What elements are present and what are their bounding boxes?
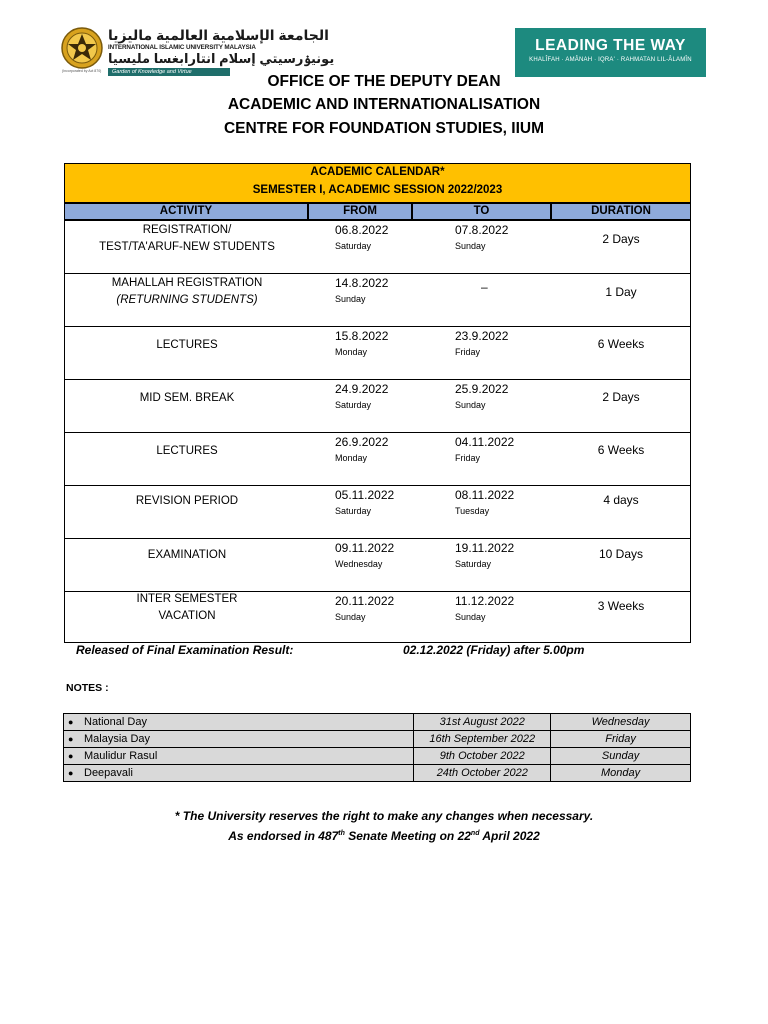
activity-label-line2: (RETURNING STUDENTS) xyxy=(116,294,258,306)
ordinal-suffix: th xyxy=(338,830,345,837)
table-row xyxy=(65,274,690,327)
from-date: 06.8.2022 xyxy=(335,223,389,237)
table-row xyxy=(65,221,690,274)
to-date: 07.8.2022 xyxy=(455,223,509,237)
holiday-name-cell xyxy=(64,731,414,748)
holiday-date: 16th September 2022 xyxy=(414,731,551,748)
to-day: Friday xyxy=(455,453,481,463)
calendar-semester: SEMESTER I, ACADEMIC SESSION 2022/2023 xyxy=(252,184,503,196)
activity-label: MID SEM. BREAK xyxy=(139,392,235,404)
to-date: 25.9.2022 xyxy=(455,382,509,396)
to-day: Saturday xyxy=(455,559,492,569)
to-day: Tuesday xyxy=(455,506,490,516)
activity-label: LECTURES xyxy=(156,445,218,457)
release-date: 02.12.2022 (Friday) after 5.00pm xyxy=(403,643,585,657)
holidays-table xyxy=(63,713,691,782)
activity-label: INTER SEMESTER xyxy=(136,593,238,605)
duration: 10 Days xyxy=(598,547,644,561)
holiday-name-cell xyxy=(64,765,414,782)
iium-emblem-icon xyxy=(60,26,104,70)
activity-label: REVISION PERIOD xyxy=(135,495,239,507)
calendar-header xyxy=(65,164,690,203)
activity-cell xyxy=(65,591,309,625)
activity-cell xyxy=(65,222,309,256)
table-row xyxy=(64,765,691,782)
duration: 6 Weeks xyxy=(597,443,645,457)
activity-label: EXAMINATION xyxy=(147,549,227,561)
office-heading: OFFICE OF THE DEPUTY DEAN xyxy=(267,73,501,90)
holiday-day: Wednesday xyxy=(551,714,691,731)
table-row xyxy=(64,731,691,748)
table-row xyxy=(65,539,690,592)
duration: 6 Weeks xyxy=(597,337,645,351)
activity-label: MAHALLAH REGISTRATION xyxy=(111,277,263,289)
to-date: – xyxy=(481,280,488,294)
table-row xyxy=(65,592,690,644)
from-date: 20.11.2022 xyxy=(335,594,395,608)
column-header-to: TO xyxy=(413,204,552,219)
column-header-activity: ACTIVITY xyxy=(65,204,309,219)
table-row xyxy=(65,433,690,486)
from-day: Saturday xyxy=(335,506,372,516)
bullet-icon: ● xyxy=(68,734,74,744)
release-label: Released of Final Examination Result: xyxy=(76,643,294,657)
holiday-day: Sunday xyxy=(551,748,691,765)
from-date: 14.8.2022 xyxy=(335,276,389,290)
from-day: Sunday xyxy=(335,612,366,622)
academic-calendar-table xyxy=(64,163,691,643)
duration: 2 Days xyxy=(602,390,640,404)
from-day: Saturday xyxy=(335,400,372,410)
university-tagline: Garden of Knowledge and Virtue xyxy=(108,68,230,76)
iium-logo xyxy=(60,26,335,78)
university-name: INTERNATIONAL ISLAMIC UNIVERSITY MALAYSIA xyxy=(108,44,256,51)
endorsement-text: April 2022 xyxy=(479,829,540,843)
from-date: 09.11.2022 xyxy=(335,541,395,555)
holiday-name: Deepavali xyxy=(84,767,133,779)
endorsement-text: As endorsed in 487 xyxy=(228,829,339,843)
from-day: Monday xyxy=(335,347,368,357)
calendar-title: ACADEMIC CALENDAR* xyxy=(310,166,445,178)
to-day: Sunday xyxy=(455,241,486,251)
holiday-date: 9th October 2022 xyxy=(414,748,551,765)
senate-endorsement xyxy=(0,829,768,843)
endorsement-text: Senate Meeting on 22 xyxy=(344,829,471,843)
from-day: Sunday xyxy=(335,294,366,304)
holiday-date: 31st August 2022 xyxy=(414,714,551,731)
to-date: 19.11.2022 xyxy=(455,541,515,555)
university-name-arabic: الجامعة الإسلامية العالمية ماليزيا xyxy=(108,27,329,43)
holiday-name: Malaysia Day xyxy=(84,733,151,745)
activity-label-line2: VACATION xyxy=(158,610,216,622)
ordinal-suffix: nd xyxy=(470,830,480,837)
to-day: Sunday xyxy=(455,400,486,410)
column-header-row xyxy=(65,202,690,221)
activity-label: LECTURES xyxy=(156,339,218,351)
table-row xyxy=(64,714,691,731)
duration: 3 Weeks xyxy=(597,599,645,613)
activity-cell xyxy=(65,275,309,309)
university-name-jawi: يونيۏرسيتي إسلام انتارابغسا مليسيا xyxy=(108,51,335,66)
table-row xyxy=(64,748,691,765)
holiday-name-cell xyxy=(64,714,414,731)
table-row xyxy=(65,327,690,380)
from-date: 15.8.2022 xyxy=(335,329,389,343)
to-day: Sunday xyxy=(455,612,486,622)
table-row xyxy=(65,486,690,539)
from-day: Wednesday xyxy=(335,559,383,569)
to-date: 04.11.2022 xyxy=(455,435,515,449)
to-date: 11.12.2022 xyxy=(455,594,515,608)
leading-the-way-logo xyxy=(515,28,706,77)
disclaimer: * The University reserves the right to make any changes when necessary. xyxy=(174,809,594,823)
bullet-icon: ● xyxy=(68,751,74,761)
from-date: 05.11.2022 xyxy=(335,488,395,502)
to-date: 23.9.2022 xyxy=(455,329,509,343)
holiday-name-cell xyxy=(64,748,414,765)
department-heading: ACADEMIC AND INTERNATIONALISATION xyxy=(227,96,541,113)
table-row xyxy=(65,380,690,433)
centre-heading: CENTRE FOR FOUNDATION STUDIES, IIUM xyxy=(223,120,545,137)
from-date: 26.9.2022 xyxy=(335,435,389,449)
holiday-day: Friday xyxy=(551,731,691,748)
holiday-name: National Day xyxy=(84,716,147,728)
leading-the-way-subtitle: KHALÎFAH · AMÂNAH · IQRA' · RAHMATAN LIL-ÂLAMÎN xyxy=(529,57,692,63)
holiday-date: 24th October 2022 xyxy=(414,765,551,782)
from-day: Monday xyxy=(335,453,368,463)
column-header-from: FROM xyxy=(309,204,413,219)
bullet-icon: ● xyxy=(68,768,74,778)
notes-label: NOTES : xyxy=(66,682,109,694)
to-date: 08.11.2022 xyxy=(455,488,515,502)
activity-label-line2: TEST/TA'ARUF-NEW STUDENTS xyxy=(99,241,275,253)
column-header-duration: DURATION xyxy=(591,205,651,217)
leading-the-way-title: LEADING THE WAY xyxy=(535,37,686,54)
duration: 4 days xyxy=(603,493,639,507)
from-day: Saturday xyxy=(335,241,372,251)
duration: 2 Days xyxy=(602,232,640,246)
emblem-caption: (Incorporated by Act 870) xyxy=(62,69,102,73)
holiday-name: Maulidur Rasul xyxy=(84,750,158,762)
to-day: Friday xyxy=(455,347,481,357)
from-date: 24.9.2022 xyxy=(335,382,389,396)
activity-label: REGISTRATION/ xyxy=(142,224,232,236)
holiday-day: Monday xyxy=(551,765,691,782)
bullet-icon: ● xyxy=(68,717,74,727)
duration: 1 Day xyxy=(605,285,637,299)
